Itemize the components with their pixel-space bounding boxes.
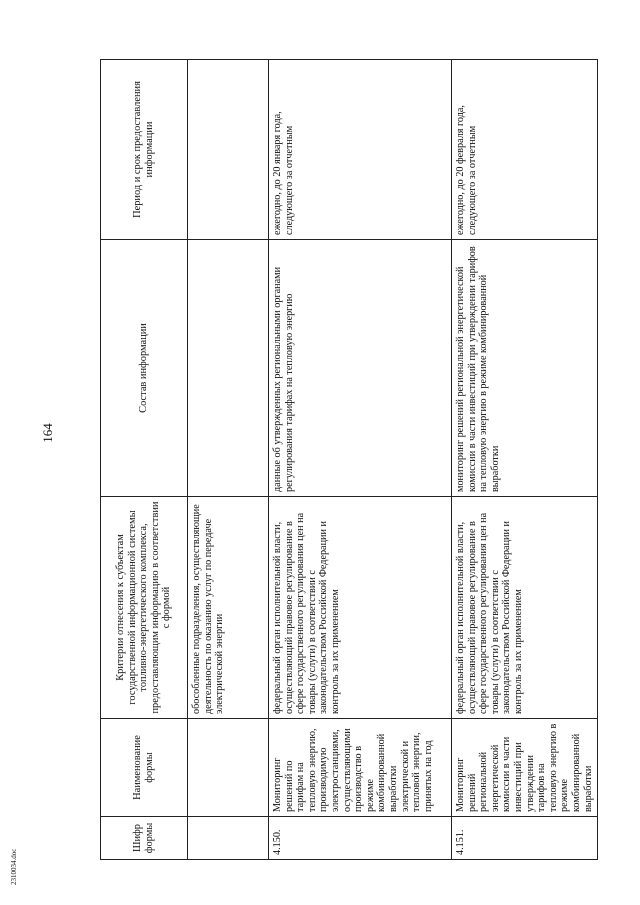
table-row xyxy=(269,60,452,860)
continuation-period-cell xyxy=(188,60,269,240)
row-period: ежегодно, до 20 февраля года, следующего за отчетным xyxy=(452,60,598,240)
continuation-content-cell xyxy=(188,240,269,497)
continuation-code-cell xyxy=(188,817,269,860)
page-number: 164 xyxy=(40,423,55,443)
row-period: ежегодно, до 20 января года, следующего за отчетным xyxy=(269,60,452,240)
forms-table xyxy=(100,59,598,860)
table-header-row xyxy=(101,60,188,860)
header-name: Наименование формы xyxy=(101,719,188,817)
rotated-table-container xyxy=(100,60,594,860)
continuation-criteria-cell: обособленные подразделения, осуществляющие деятельность по оказанию услуг по передаче электрической энергии xyxy=(188,497,269,719)
row-criteria: федеральный орган исполнительной власти, осуществляющий правовое регулирование в сфере государственного регулирования цен на товары (услуги) в соответствии с законодательством Российской Федерации и контроль за их применением xyxy=(452,497,598,719)
row-content: мониторинг решений региональной энергетической комиссии в части инвестиций при утверждении тарифов на тепловую энергию в режиме комбинированной выработки xyxy=(452,240,598,497)
row-criteria: федеральный орган исполнительной власти, осуществляющий правовое регулирование в сфере государственного регулирования цен на товары (услуги) в соответствии с законодательством Российской Федерации и контроль за их применением xyxy=(269,497,452,719)
continuation-name-cell xyxy=(188,719,269,817)
row-code: 4.150. xyxy=(269,817,452,860)
row-name: Мониторинг решений по тарифам на тепловую энергию, производимую электростанциями, осуществляющими производство в режиме комбинированной выработки электрической и тепловой энергии, принятых на год xyxy=(269,719,452,817)
continuation-row xyxy=(188,60,269,860)
document-footer-code: 2310034.doc xyxy=(10,848,18,885)
header-code: Шифр формы xyxy=(101,817,188,860)
row-code: 4.151. xyxy=(452,817,598,860)
header-period: Период и срок предоставления информации xyxy=(101,60,188,240)
row-content: данные об утвержденных региональными органами регулирования тарифах на тепловую энергию xyxy=(269,240,452,497)
header-content: Состав информации xyxy=(101,240,188,497)
row-name: Мониторинг решений региональной энергетической комиссии в части инвестиций при утверждении тарифов на тепловую энергию в режиме комбинированной выработки xyxy=(452,719,598,817)
table-row xyxy=(452,60,598,860)
header-criteria: Критерии отнесения к субъектам государственной информационной системы топливно-энергетического комплекса, предоставляющим информацию в соответствии с формой xyxy=(101,497,188,719)
